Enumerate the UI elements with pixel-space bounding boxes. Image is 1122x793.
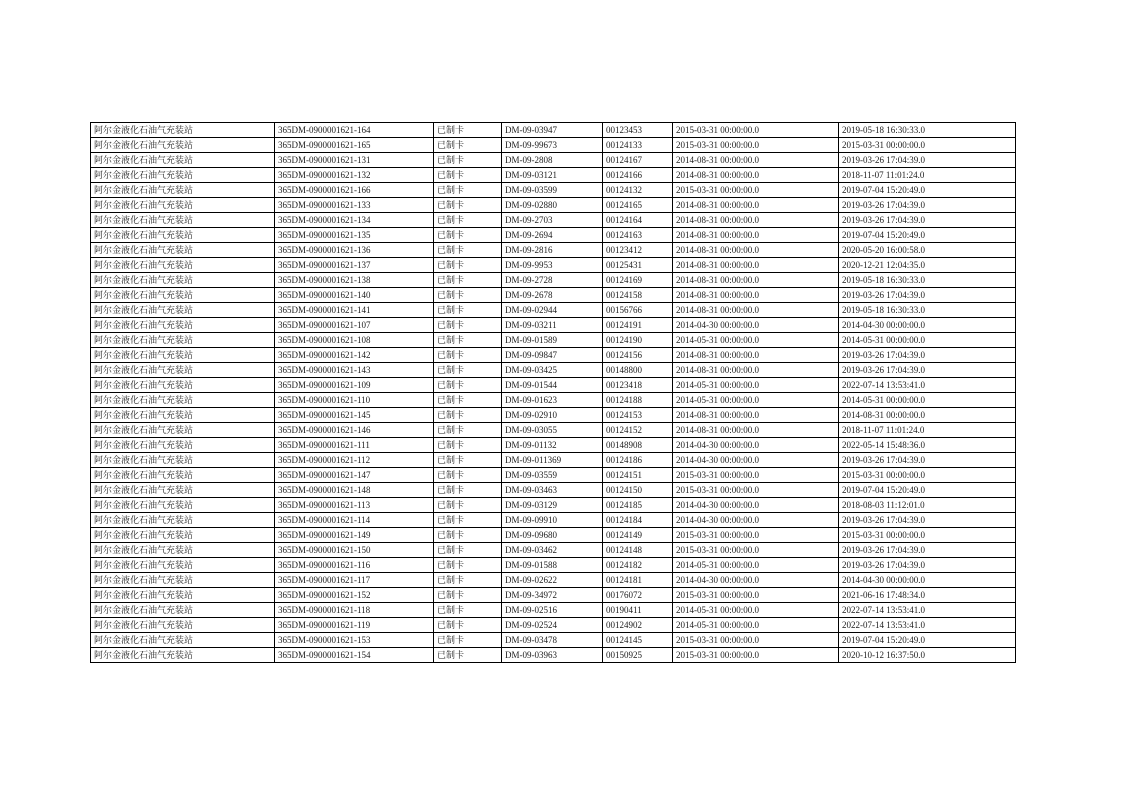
card-no-cell: 00156766	[603, 303, 673, 318]
station-name-cell: 阿尔金液化石油气充装站	[91, 513, 275, 528]
terminal-no-cell: DM-09-09847	[502, 348, 603, 363]
card-status-cell: 已制卡	[434, 288, 502, 303]
update-date-cell: 2015-03-31 00:00:00.0	[839, 138, 1016, 153]
card-code-cell: 365DM-0900001621-131	[275, 153, 434, 168]
card-code-cell: 365DM-0900001621-145	[275, 408, 434, 423]
update-date-cell: 2018-11-07 11:01:24.0	[839, 423, 1016, 438]
valid-date-cell: 2014-05-31 00:00:00.0	[673, 393, 839, 408]
station-name-cell: 阿尔金液化石油气充装站	[91, 633, 275, 648]
valid-date-cell: 2015-03-31 00:00:00.0	[673, 648, 839, 663]
station-name-cell: 阿尔金液化石油气充装站	[91, 438, 275, 453]
valid-date-cell: 2014-04-30 00:00:00.0	[673, 498, 839, 513]
update-date-cell: 2019-03-26 17:04:39.0	[839, 543, 1016, 558]
station-name-cell: 阿尔金液化石油气充装站	[91, 318, 275, 333]
update-date-cell: 2018-08-03 11:12:01.0	[839, 498, 1016, 513]
card-table	[90, 122, 1016, 663]
terminal-no-cell: DM-09-02524	[502, 618, 603, 633]
card-no-cell: 00123453	[603, 123, 673, 138]
update-date-cell: 2014-05-31 00:00:00.0	[839, 393, 1016, 408]
card-no-cell: 00124149	[603, 528, 673, 543]
valid-date-cell: 2014-04-30 00:00:00.0	[673, 513, 839, 528]
station-name-cell: 阿尔金液化石油气充装站	[91, 528, 275, 543]
station-name-cell: 阿尔金液化石油气充装站	[91, 288, 275, 303]
card-code-cell: 365DM-0900001621-113	[275, 498, 434, 513]
table-row	[91, 183, 1016, 198]
update-date-cell: 2019-03-26 17:04:39.0	[839, 348, 1016, 363]
card-no-cell: 00124145	[603, 633, 673, 648]
terminal-no-cell: DM-09-03599	[502, 183, 603, 198]
valid-date-cell: 2015-03-31 00:00:00.0	[673, 528, 839, 543]
card-no-cell: 00124166	[603, 168, 673, 183]
card-status-cell: 已制卡	[434, 453, 502, 468]
station-name-cell: 阿尔金液化石油气充装站	[91, 273, 275, 288]
terminal-no-cell: DM-09-02880	[502, 198, 603, 213]
table-row	[91, 468, 1016, 483]
update-date-cell: 2022-07-14 13:53:41.0	[839, 378, 1016, 393]
terminal-no-cell: DM-09-02622	[502, 573, 603, 588]
valid-date-cell: 2014-08-31 00:00:00.0	[673, 168, 839, 183]
valid-date-cell: 2014-08-31 00:00:00.0	[673, 423, 839, 438]
table-row	[91, 633, 1016, 648]
station-name-cell: 阿尔金液化石油气充装站	[91, 423, 275, 438]
card-status-cell: 已制卡	[434, 423, 502, 438]
station-name-cell: 阿尔金液化石油气充装站	[91, 408, 275, 423]
station-name-cell: 阿尔金液化石油气充装站	[91, 498, 275, 513]
station-name-cell: 阿尔金液化石油气充装站	[91, 603, 275, 618]
card-status-cell: 已制卡	[434, 483, 502, 498]
card-status-cell: 已制卡	[434, 273, 502, 288]
update-date-cell: 2019-07-04 15:20:49.0	[839, 228, 1016, 243]
update-date-cell: 2020-05-20 16:00:58.0	[839, 243, 1016, 258]
card-code-cell: 365DM-0900001621-134	[275, 213, 434, 228]
card-no-cell: 00124163	[603, 228, 673, 243]
card-no-cell: 00124181	[603, 573, 673, 588]
station-name-cell: 阿尔金液化石油气充装站	[91, 228, 275, 243]
card-code-cell: 365DM-0900001621-137	[275, 258, 434, 273]
update-date-cell: 2018-11-07 11:01:24.0	[839, 168, 1016, 183]
card-no-cell: 00124150	[603, 483, 673, 498]
station-name-cell: 阿尔金液化石油气充装站	[91, 348, 275, 363]
table-row	[91, 498, 1016, 513]
card-status-cell: 已制卡	[434, 168, 502, 183]
station-name-cell: 阿尔金液化石油气充装站	[91, 588, 275, 603]
card-code-cell: 365DM-0900001621-147	[275, 468, 434, 483]
update-date-cell: 2022-07-14 13:53:41.0	[839, 603, 1016, 618]
valid-date-cell: 2014-04-30 00:00:00.0	[673, 573, 839, 588]
table-row	[91, 258, 1016, 273]
terminal-no-cell: DM-09-2694	[502, 228, 603, 243]
station-name-cell: 阿尔金液化石油气充装站	[91, 648, 275, 663]
card-status-cell: 已制卡	[434, 618, 502, 633]
table-row	[91, 318, 1016, 333]
valid-date-cell: 2014-08-31 00:00:00.0	[673, 213, 839, 228]
card-code-cell: 365DM-0900001621-107	[275, 318, 434, 333]
card-no-cell: 00124191	[603, 318, 673, 333]
update-date-cell: 2019-03-26 17:04:39.0	[839, 363, 1016, 378]
card-no-cell: 00124167	[603, 153, 673, 168]
valid-date-cell: 2015-03-31 00:00:00.0	[673, 468, 839, 483]
card-status-cell: 已制卡	[434, 648, 502, 663]
card-no-cell: 00176072	[603, 588, 673, 603]
update-date-cell: 2014-04-30 00:00:00.0	[839, 573, 1016, 588]
valid-date-cell: 2014-04-30 00:00:00.0	[673, 318, 839, 333]
card-status-cell: 已制卡	[434, 378, 502, 393]
card-code-cell: 365DM-0900001621-135	[275, 228, 434, 243]
valid-date-cell: 2014-08-31 00:00:00.0	[673, 363, 839, 378]
card-code-cell: 365DM-0900001621-143	[275, 363, 434, 378]
station-name-cell: 阿尔金液化石油气充装站	[91, 213, 275, 228]
terminal-no-cell: DM-09-2816	[502, 243, 603, 258]
station-name-cell: 阿尔金液化石油气充装站	[91, 363, 275, 378]
station-name-cell: 阿尔金液化石油气充装站	[91, 453, 275, 468]
card-no-cell: 00124156	[603, 348, 673, 363]
table-row	[91, 393, 1016, 408]
valid-date-cell: 2014-04-30 00:00:00.0	[673, 438, 839, 453]
station-name-cell: 阿尔金液化石油气充装站	[91, 168, 275, 183]
table-row	[91, 288, 1016, 303]
terminal-no-cell: DM-09-2678	[502, 288, 603, 303]
terminal-no-cell: DM-09-011369	[502, 453, 603, 468]
terminal-no-cell: DM-09-09680	[502, 528, 603, 543]
terminal-no-cell: DM-09-2703	[502, 213, 603, 228]
station-name-cell: 阿尔金液化石油气充装站	[91, 333, 275, 348]
update-date-cell: 2020-12-21 12:04:35.0	[839, 258, 1016, 273]
card-no-cell: 00148908	[603, 438, 673, 453]
card-no-cell: 00124133	[603, 138, 673, 153]
station-name-cell: 阿尔金液化石油气充装站	[91, 378, 275, 393]
card-status-cell: 已制卡	[434, 543, 502, 558]
valid-date-cell: 2014-05-31 00:00:00.0	[673, 618, 839, 633]
update-date-cell: 2022-05-14 15:48:36.0	[839, 438, 1016, 453]
station-name-cell: 阿尔金液化石油气充装站	[91, 618, 275, 633]
station-name-cell: 阿尔金液化石油气充装站	[91, 468, 275, 483]
table-row	[91, 588, 1016, 603]
card-code-cell: 365DM-0900001621-111	[275, 438, 434, 453]
card-code-cell: 365DM-0900001621-119	[275, 618, 434, 633]
update-date-cell: 2019-05-18 16:30:33.0	[839, 123, 1016, 138]
card-status-cell: 已制卡	[434, 363, 502, 378]
card-status-cell: 已制卡	[434, 213, 502, 228]
card-no-cell: 00124185	[603, 498, 673, 513]
update-date-cell: 2019-03-26 17:04:39.0	[839, 453, 1016, 468]
valid-date-cell: 2014-05-31 00:00:00.0	[673, 603, 839, 618]
station-name-cell: 阿尔金液化石油气充装站	[91, 153, 275, 168]
update-date-cell: 2019-07-04 15:20:49.0	[839, 633, 1016, 648]
station-name-cell: 阿尔金液化石油气充装站	[91, 543, 275, 558]
table-row	[91, 303, 1016, 318]
terminal-no-cell: DM-09-03947	[502, 123, 603, 138]
card-table-body	[91, 123, 1016, 663]
terminal-no-cell: DM-09-2728	[502, 273, 603, 288]
terminal-no-cell: DM-09-03425	[502, 363, 603, 378]
card-code-cell: 365DM-0900001621-108	[275, 333, 434, 348]
table-row	[91, 333, 1016, 348]
table-row	[91, 138, 1016, 153]
update-date-cell: 2019-03-26 17:04:39.0	[839, 513, 1016, 528]
valid-date-cell: 2014-05-31 00:00:00.0	[673, 378, 839, 393]
station-name-cell: 阿尔金液化石油气充装站	[91, 123, 275, 138]
card-code-cell: 365DM-0900001621-153	[275, 633, 434, 648]
update-date-cell: 2019-03-26 17:04:39.0	[839, 288, 1016, 303]
table-row	[91, 228, 1016, 243]
card-code-cell: 365DM-0900001621-138	[275, 273, 434, 288]
valid-date-cell: 2014-08-31 00:00:00.0	[673, 408, 839, 423]
card-code-cell: 365DM-0900001621-132	[275, 168, 434, 183]
update-date-cell: 2019-03-26 17:04:39.0	[839, 198, 1016, 213]
card-no-cell: 00124151	[603, 468, 673, 483]
card-no-cell: 00190411	[603, 603, 673, 618]
table-row	[91, 603, 1016, 618]
terminal-no-cell: DM-09-02516	[502, 603, 603, 618]
card-status-cell: 已制卡	[434, 438, 502, 453]
station-name-cell: 阿尔金液化石油气充装站	[91, 183, 275, 198]
card-status-cell: 已制卡	[434, 303, 502, 318]
station-name-cell: 阿尔金液化石油气充装站	[91, 483, 275, 498]
table-row	[91, 408, 1016, 423]
card-no-cell: 00148800	[603, 363, 673, 378]
table-row	[91, 453, 1016, 468]
terminal-no-cell: DM-09-09910	[502, 513, 603, 528]
card-code-cell: 365DM-0900001621-116	[275, 558, 434, 573]
update-date-cell: 2019-03-26 17:04:39.0	[839, 213, 1016, 228]
card-code-cell: 365DM-0900001621-152	[275, 588, 434, 603]
card-code-cell: 365DM-0900001621-136	[275, 243, 434, 258]
card-no-cell: 00124169	[603, 273, 673, 288]
station-name-cell: 阿尔金液化石油气充装站	[91, 303, 275, 318]
terminal-no-cell: DM-09-01132	[502, 438, 603, 453]
terminal-no-cell: DM-09-03963	[502, 648, 603, 663]
card-no-cell: 00124190	[603, 333, 673, 348]
table-row	[91, 483, 1016, 498]
card-no-cell: 00124902	[603, 618, 673, 633]
card-status-cell: 已制卡	[434, 468, 502, 483]
card-no-cell: 00124148	[603, 543, 673, 558]
terminal-no-cell: DM-09-9953	[502, 258, 603, 273]
update-date-cell: 2019-05-18 16:30:33.0	[839, 303, 1016, 318]
card-no-cell: 00124152	[603, 423, 673, 438]
card-code-cell: 365DM-0900001621-112	[275, 453, 434, 468]
card-no-cell: 00124186	[603, 453, 673, 468]
card-no-cell: 00124153	[603, 408, 673, 423]
terminal-no-cell: DM-09-01623	[502, 393, 603, 408]
card-status-cell: 已制卡	[434, 573, 502, 588]
table-row	[91, 168, 1016, 183]
update-date-cell: 2019-03-26 17:04:39.0	[839, 153, 1016, 168]
terminal-no-cell: DM-09-03129	[502, 498, 603, 513]
terminal-no-cell: DM-09-02944	[502, 303, 603, 318]
valid-date-cell: 2014-08-31 00:00:00.0	[673, 243, 839, 258]
table-row	[91, 573, 1016, 588]
card-code-cell: 365DM-0900001621-165	[275, 138, 434, 153]
card-code-cell: 365DM-0900001621-141	[275, 303, 434, 318]
card-code-cell: 365DM-0900001621-150	[275, 543, 434, 558]
update-date-cell: 2019-07-04 15:20:49.0	[839, 183, 1016, 198]
valid-date-cell: 2014-08-31 00:00:00.0	[673, 153, 839, 168]
valid-date-cell: 2015-03-31 00:00:00.0	[673, 483, 839, 498]
card-no-cell: 00124164	[603, 213, 673, 228]
terminal-no-cell: DM-09-01544	[502, 378, 603, 393]
table-row	[91, 528, 1016, 543]
terminal-no-cell: DM-09-34972	[502, 588, 603, 603]
terminal-no-cell: DM-09-01588	[502, 558, 603, 573]
card-no-cell: 00124184	[603, 513, 673, 528]
station-name-cell: 阿尔金液化石油气充装站	[91, 393, 275, 408]
card-no-cell: 00124182	[603, 558, 673, 573]
update-date-cell: 2015-03-31 00:00:00.0	[839, 528, 1016, 543]
valid-date-cell: 2015-03-31 00:00:00.0	[673, 633, 839, 648]
station-name-cell: 阿尔金液化石油气充装站	[91, 573, 275, 588]
update-date-cell: 2021-06-16 17:48:34.0	[839, 588, 1016, 603]
card-status-cell: 已制卡	[434, 528, 502, 543]
card-code-cell: 365DM-0900001621-148	[275, 483, 434, 498]
valid-date-cell: 2014-05-31 00:00:00.0	[673, 333, 839, 348]
card-status-cell: 已制卡	[434, 243, 502, 258]
card-status-cell: 已制卡	[434, 228, 502, 243]
card-code-cell: 365DM-0900001621-114	[275, 513, 434, 528]
table-row	[91, 438, 1016, 453]
table-row	[91, 423, 1016, 438]
table-row	[91, 123, 1016, 138]
card-status-cell: 已制卡	[434, 333, 502, 348]
terminal-no-cell: DM-09-02910	[502, 408, 603, 423]
card-code-cell: 365DM-0900001621-110	[275, 393, 434, 408]
card-status-cell: 已制卡	[434, 153, 502, 168]
table-row	[91, 378, 1016, 393]
card-no-cell: 00150925	[603, 648, 673, 663]
card-status-cell: 已制卡	[434, 513, 502, 528]
valid-date-cell: 2015-03-31 00:00:00.0	[673, 123, 839, 138]
station-name-cell: 阿尔金液化石油气充装站	[91, 198, 275, 213]
table-row	[91, 363, 1016, 378]
table-row	[91, 273, 1016, 288]
card-no-cell: 00124132	[603, 183, 673, 198]
card-no-cell: 00124158	[603, 288, 673, 303]
terminal-no-cell: DM-09-03478	[502, 633, 603, 648]
terminal-no-cell: DM-09-03559	[502, 468, 603, 483]
terminal-no-cell: DM-09-03211	[502, 318, 603, 333]
card-status-cell: 已制卡	[434, 123, 502, 138]
card-status-cell: 已制卡	[434, 408, 502, 423]
update-date-cell: 2014-04-30 00:00:00.0	[839, 318, 1016, 333]
table-sheet	[90, 122, 1016, 663]
card-no-cell: 00123412	[603, 243, 673, 258]
update-date-cell: 2022-07-14 13:53:41.0	[839, 618, 1016, 633]
table-row	[91, 153, 1016, 168]
update-date-cell: 2014-08-31 00:00:00.0	[839, 408, 1016, 423]
card-status-cell: 已制卡	[434, 348, 502, 363]
card-status-cell: 已制卡	[434, 393, 502, 408]
card-status-cell: 已制卡	[434, 198, 502, 213]
valid-date-cell: 2015-03-31 00:00:00.0	[673, 588, 839, 603]
card-status-cell: 已制卡	[434, 588, 502, 603]
valid-date-cell: 2014-08-31 00:00:00.0	[673, 258, 839, 273]
terminal-no-cell: DM-09-99673	[502, 138, 603, 153]
card-code-cell: 365DM-0900001621-133	[275, 198, 434, 213]
table-row	[91, 198, 1016, 213]
card-status-cell: 已制卡	[434, 603, 502, 618]
terminal-no-cell: DM-09-03055	[502, 423, 603, 438]
table-row	[91, 618, 1016, 633]
terminal-no-cell: DM-09-03462	[502, 543, 603, 558]
valid-date-cell: 2014-04-30 00:00:00.0	[673, 453, 839, 468]
card-status-cell: 已制卡	[434, 633, 502, 648]
valid-date-cell: 2015-03-31 00:00:00.0	[673, 138, 839, 153]
card-code-cell: 365DM-0900001621-166	[275, 183, 434, 198]
card-code-cell: 365DM-0900001621-164	[275, 123, 434, 138]
valid-date-cell: 2014-08-31 00:00:00.0	[673, 288, 839, 303]
card-status-cell: 已制卡	[434, 558, 502, 573]
terminal-no-cell: DM-09-01589	[502, 333, 603, 348]
valid-date-cell: 2014-08-31 00:00:00.0	[673, 303, 839, 318]
update-date-cell: 2019-05-18 16:30:33.0	[839, 273, 1016, 288]
card-code-cell: 365DM-0900001621-142	[275, 348, 434, 363]
table-row	[91, 348, 1016, 363]
card-no-cell: 00124165	[603, 198, 673, 213]
station-name-cell: 阿尔金液化石油气充装站	[91, 258, 275, 273]
valid-date-cell: 2014-08-31 00:00:00.0	[673, 273, 839, 288]
table-row	[91, 213, 1016, 228]
card-no-cell: 00123418	[603, 378, 673, 393]
card-no-cell: 00124188	[603, 393, 673, 408]
station-name-cell: 阿尔金液化石油气充装站	[91, 243, 275, 258]
card-code-cell: 365DM-0900001621-117	[275, 573, 434, 588]
valid-date-cell: 2015-03-31 00:00:00.0	[673, 183, 839, 198]
card-status-cell: 已制卡	[434, 498, 502, 513]
card-status-cell: 已制卡	[434, 258, 502, 273]
valid-date-cell: 2014-08-31 00:00:00.0	[673, 348, 839, 363]
update-date-cell: 2019-07-04 15:20:49.0	[839, 483, 1016, 498]
card-code-cell: 365DM-0900001621-109	[275, 378, 434, 393]
valid-date-cell: 2014-05-31 00:00:00.0	[673, 558, 839, 573]
card-code-cell: 365DM-0900001621-118	[275, 603, 434, 618]
terminal-no-cell: DM-09-2808	[502, 153, 603, 168]
update-date-cell: 2019-03-26 17:04:39.0	[839, 558, 1016, 573]
valid-date-cell: 2014-08-31 00:00:00.0	[673, 228, 839, 243]
table-row	[91, 648, 1016, 663]
card-status-cell: 已制卡	[434, 183, 502, 198]
valid-date-cell: 2015-03-31 00:00:00.0	[673, 543, 839, 558]
terminal-no-cell: DM-09-03121	[502, 168, 603, 183]
card-code-cell: 365DM-0900001621-149	[275, 528, 434, 543]
table-row	[91, 558, 1016, 573]
terminal-no-cell: DM-09-03463	[502, 483, 603, 498]
update-date-cell: 2014-05-31 00:00:00.0	[839, 333, 1016, 348]
card-status-cell: 已制卡	[434, 318, 502, 333]
update-date-cell: 2015-03-31 00:00:00.0	[839, 468, 1016, 483]
card-code-cell: 365DM-0900001621-154	[275, 648, 434, 663]
valid-date-cell: 2014-08-31 00:00:00.0	[673, 198, 839, 213]
card-status-cell: 已制卡	[434, 138, 502, 153]
card-no-cell: 00125431	[603, 258, 673, 273]
station-name-cell: 阿尔金液化石油气充装站	[91, 138, 275, 153]
card-code-cell: 365DM-0900001621-140	[275, 288, 434, 303]
card-code-cell: 365DM-0900001621-146	[275, 423, 434, 438]
table-row	[91, 243, 1016, 258]
update-date-cell: 2020-10-12 16:37:50.0	[839, 648, 1016, 663]
table-row	[91, 513, 1016, 528]
table-row	[91, 543, 1016, 558]
station-name-cell: 阿尔金液化石油气充装站	[91, 558, 275, 573]
